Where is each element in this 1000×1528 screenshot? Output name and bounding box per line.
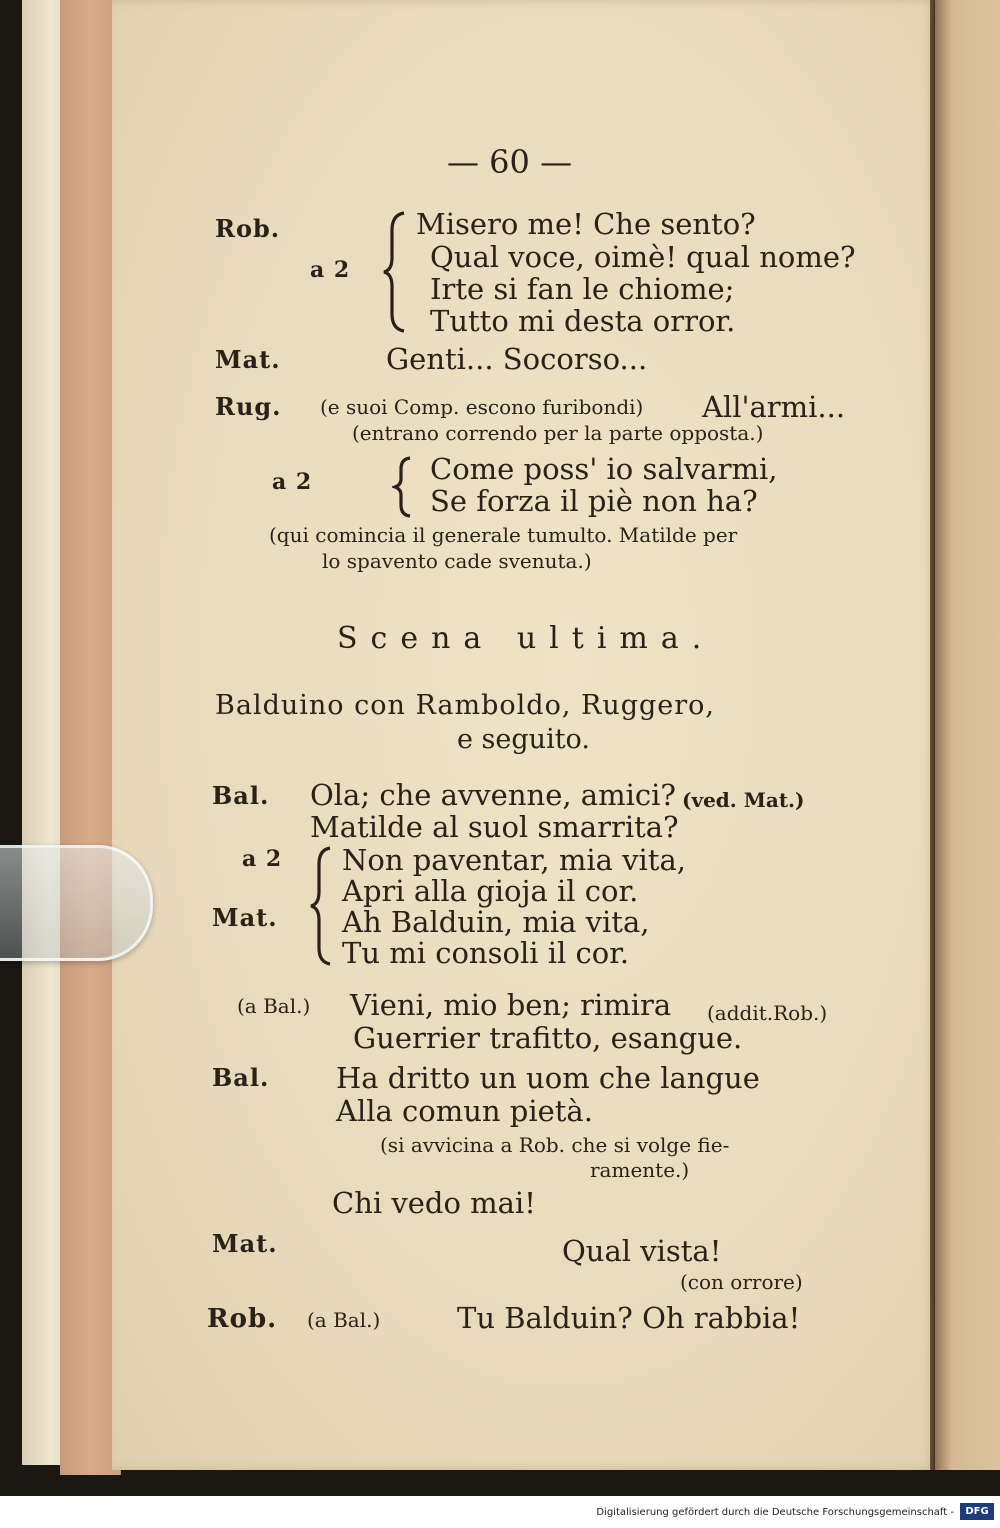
speaker-rob: Rob. (215, 214, 281, 243)
speaker-a2: a 2 (242, 846, 283, 872)
speaker-a2: a 2 (272, 469, 313, 495)
stage-direction: (addit.Rob.) (707, 1001, 828, 1025)
verse-line: Non paventar, mia vita, (342, 843, 686, 877)
verse-line: Irte si fan le chiome; (430, 272, 735, 306)
speaker-mat: Mat. (212, 1229, 278, 1258)
stage-direction: (qui comincia il generale tumulto. Matilde per (269, 523, 738, 547)
page-number: — 60 — (447, 143, 573, 181)
verse-line: Alla comun pietà. (336, 1094, 593, 1128)
verse-line: Qual vista! (562, 1234, 722, 1268)
verse-line: Ah Balduin, mia vita, (342, 905, 650, 939)
verse-line: Ola; che avvenne, amici? (310, 778, 676, 812)
cast-line: Balduino con Ramboldo, Ruggero, (215, 690, 715, 721)
stage-direction: (entrano correndo per la parte opposta.) (352, 421, 764, 445)
brace-block1 (380, 210, 408, 334)
cast-line: e seguito. (457, 724, 590, 755)
page-clip (0, 845, 153, 961)
digitization-credit: Digitalisierung gefördert durch die Deutsche Forschungsgemeinschaft - (596, 1507, 954, 1518)
speaker-mat: Mat. (212, 903, 278, 932)
stage-direction: (a Bal.) (307, 1308, 381, 1332)
verse-line: Come poss' io salvarmi, (430, 452, 778, 486)
speaker-rob: Rob. (207, 1304, 278, 1334)
verse-line: Misero me! Che sento? (416, 207, 756, 241)
verse-line: Se forza il piè non ha? (430, 484, 758, 518)
speaker-bal: Bal. (212, 1063, 270, 1092)
speaker-a2: a 2 (310, 257, 351, 283)
verse-line: Genti... Socorso... (386, 342, 648, 376)
adjacent-page-edge (935, 0, 1000, 1470)
verse-line: Matilde al suol smarrita? (310, 810, 679, 844)
verse-line: Tutto mi desta orror. (430, 304, 736, 338)
stage-direction: (ved. Mat.) (682, 788, 805, 812)
verse-line: Vieni, mio ben; rimira (350, 988, 672, 1022)
stage-direction: (a Bal.) (237, 994, 311, 1018)
book-page (112, 0, 937, 1470)
stage-direction: (e suoi Comp. escono furibondi) (320, 395, 644, 419)
verse-line: Apri alla gioja il cor. (342, 874, 639, 908)
verse-line: Guerrier trafitto, esangue. (353, 1021, 743, 1055)
speaker-rug: Rug. (215, 392, 282, 421)
verse-line: Qual voce, oimè! qual nome? (430, 240, 856, 274)
brace-block2 (392, 455, 414, 519)
dfg-logo: DFG (960, 1503, 994, 1520)
speaker-mat: Mat. (215, 345, 281, 374)
speaker-bal: Bal. (212, 781, 270, 810)
verse-line: Ha dritto un uom che langue (336, 1061, 760, 1095)
stage-direction: lo spavento cade svenuta.) (322, 549, 592, 573)
verse-line: Chi vedo mai! (332, 1186, 536, 1220)
stage-direction: (con orrore) (680, 1270, 803, 1294)
verse-line: All'armi... (702, 390, 846, 424)
stage-direction: ramente.) (590, 1158, 690, 1182)
brace-block3 (308, 845, 334, 967)
verse-line: Tu mi consoli il cor. (342, 936, 630, 970)
scene-heading: Scena ultima. (337, 621, 715, 656)
verse-line: Tu Balduin? Oh rabbia! (457, 1301, 801, 1335)
stage-direction: (si avvicina a Rob. che si volge fie- (380, 1133, 730, 1157)
footer-bar (0, 1496, 1000, 1528)
